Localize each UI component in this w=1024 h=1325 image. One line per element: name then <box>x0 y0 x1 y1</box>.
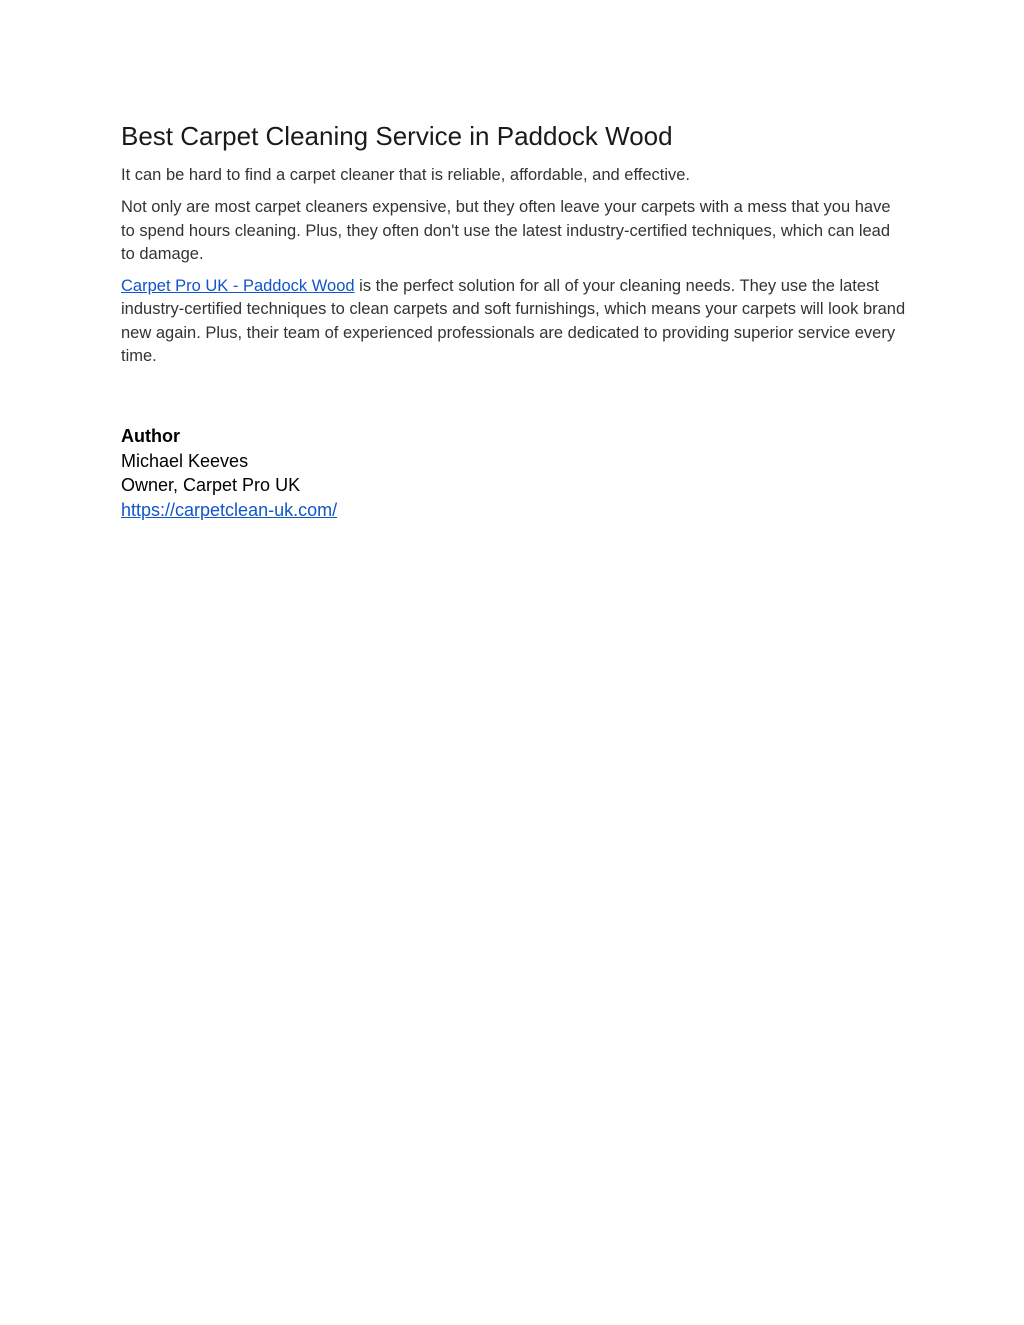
solution-text: is the perfect solution for all of your cleaning needs. They use the latest industry-certified techniques to clean carpets and soft furnishings, which means your carpets will look brand new again. Plus, their team of experienced professionals are dedicated to providing superior service every time. <box>121 277 906 366</box>
page-title: Best Carpet Cleaning Service in Paddock Wood <box>121 121 673 151</box>
company-link[interactable]: Carpet Pro UK - Paddock Wood <box>121 277 355 296</box>
author-name: Michael Keeves <box>121 450 249 471</box>
author-block <box>121 424 906 522</box>
problem-paragraph: Not only are most carpet cleaners expensive, but they often leave your carpets with a mess that you have to spend hours cleaning. Plus, they often don't use the latest industry-certified techniques, which can lead to damage. <box>121 198 891 263</box>
solution-paragraph <box>121 275 906 368</box>
document-page <box>121 118 906 522</box>
author-website-link[interactable]: https://carpetclean-uk.com/ <box>121 499 338 520</box>
author-role: Owner, Carpet Pro UK <box>121 475 301 496</box>
intro-paragraph: It can be hard to find a carpet cleaner that is reliable, affordable, and effective. <box>121 166 691 184</box>
author-heading: Author <box>121 426 180 447</box>
